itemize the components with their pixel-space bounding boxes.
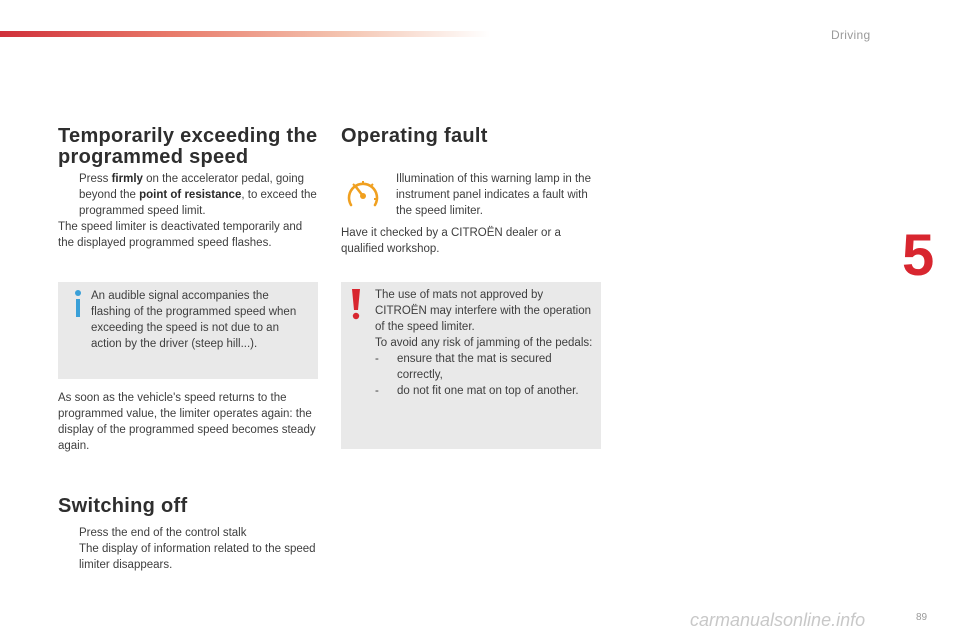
bullet-text	[79, 171, 320, 219]
header-color-bar	[0, 31, 490, 37]
dash-mark: -	[375, 353, 379, 365]
bullet-text-mid: on the accelerator pedal, going beyond the	[79, 173, 305, 201]
warning-icon	[349, 287, 363, 321]
bullet-text-pre: Press	[79, 173, 112, 185]
lamp-text: Illumination of this warning lamp in the instrument panel indicates a fault with the speed limiter.	[396, 173, 591, 217]
speed-returns-paragraph: As soon as the vehicle's speed returns to the programmed value, the limiter operates again: the display of the programmed speed becomes steady again.	[58, 392, 316, 452]
bullet-text-post: , to exceed the programmed speed limit.	[79, 189, 317, 217]
section-label: Driving	[831, 28, 871, 42]
page-number: 89	[916, 612, 928, 623]
title-line-2: programmed speed	[58, 146, 249, 168]
warning-item-2	[375, 383, 597, 399]
switch-off-line-2: The display of information related to the speed limiter disappears.	[79, 543, 316, 571]
bullet-mark	[58, 525, 79, 573]
watermark: carmanualsonline.info	[690, 610, 866, 630]
warning-text-block	[375, 287, 597, 399]
bullet-bold-resistance: point of resistance	[139, 189, 242, 201]
dash-mark: -	[375, 385, 379, 397]
switch-off-line-1: Press the end of the control stalk	[79, 527, 247, 539]
switching-off-title: Switching off	[58, 495, 188, 517]
deactivated-paragraph: The speed limiter is deactivated temporarily and the displayed programmed speed flashes.	[58, 221, 303, 249]
title-line-1: Temporarily exceeding the	[58, 125, 318, 147]
press-firmly-bullet	[58, 171, 320, 219]
warning-item-1-text: ensure that the mat is secured correctly,	[397, 353, 552, 381]
left-title	[58, 126, 328, 168]
operating-fault-title: Operating fault	[341, 125, 488, 147]
warning-item-2-text: do not fit one mat on top of another.	[397, 385, 579, 397]
info-text: An audible signal accompanies the flashing of the programmed speed when exceeding the speed is not due to an action by the driver (steep hill...).	[91, 290, 297, 350]
info-icon	[73, 289, 83, 319]
chapter-number: 5	[902, 223, 935, 288]
warning-item-1	[375, 351, 597, 383]
bullet-mark	[58, 171, 79, 219]
speed-limiter-warning-lamp-icon	[344, 175, 382, 213]
warning-text-2: To avoid any risk of jamming of the pedals:	[375, 337, 593, 349]
bullet-bold-firmly: firmly	[111, 173, 143, 185]
warning-text-1: The use of mats not approved by CITROËN may interfere with the operation of the speed limiter.	[375, 289, 592, 333]
switch-off-bullet	[58, 525, 320, 573]
check-text: Have it checked by a CITROËN dealer or a qualified workshop.	[341, 227, 561, 255]
